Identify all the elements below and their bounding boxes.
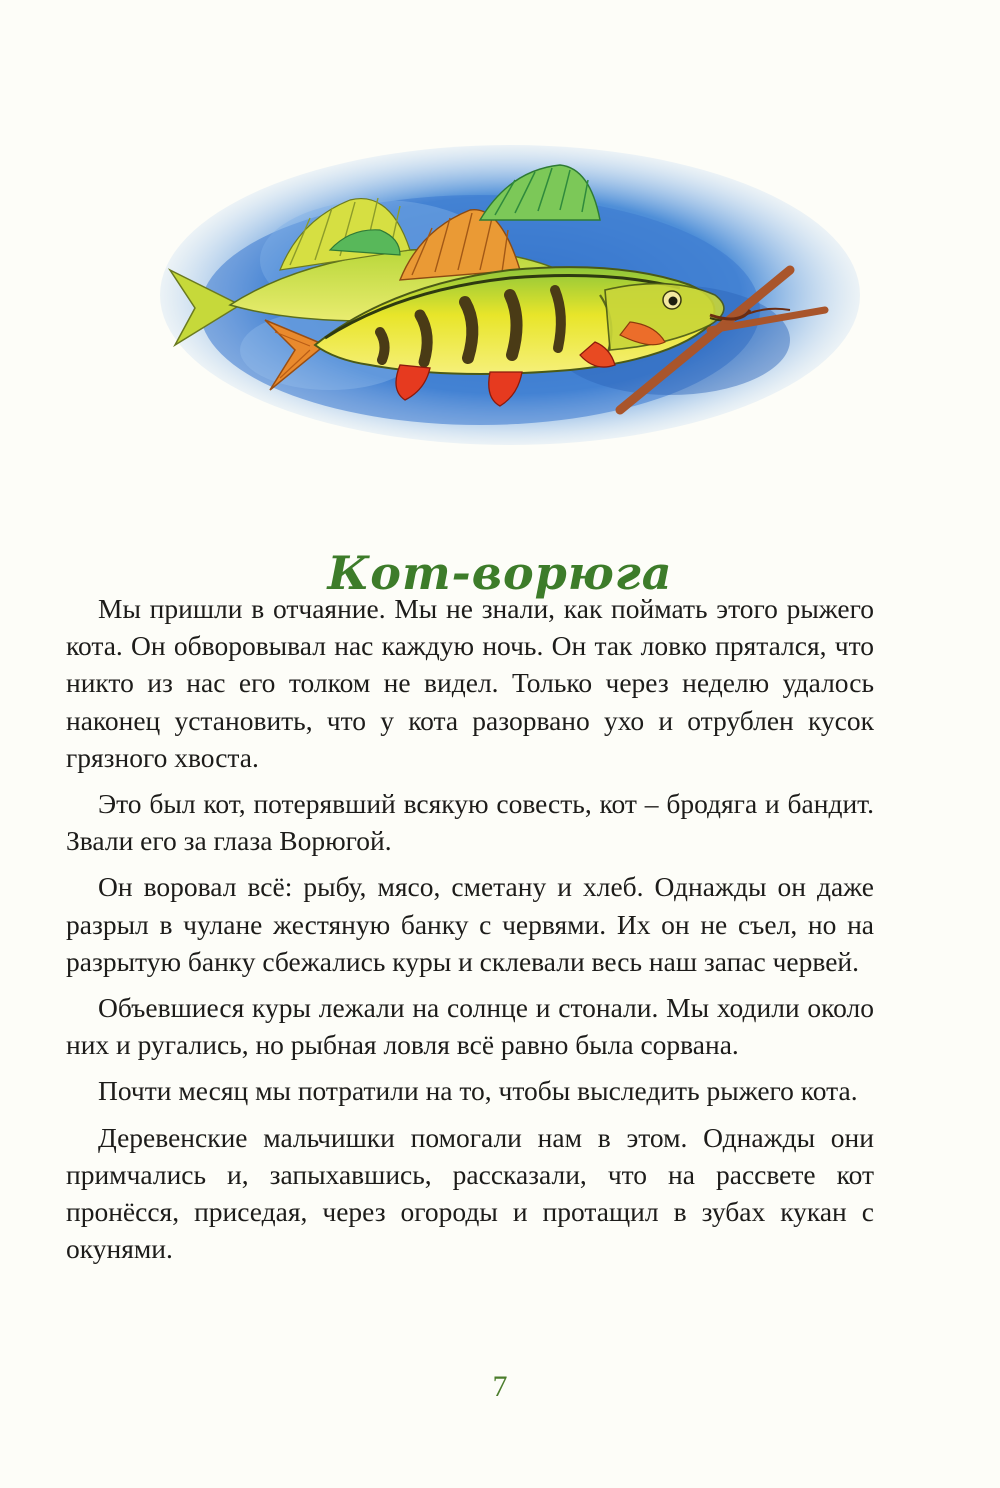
paragraph: Деревенские мальчишки помогали нам в этом. Однажды они примчались и, запыхавшись, рассказали, что на рассвете кот пронёсся, приседая, через огороды и протащил в зубах кукан с окунями. (66, 1121, 874, 1265)
story-text (66, 590, 874, 1276)
perch-illustration (150, 110, 870, 470)
perch-fish-icon (150, 110, 870, 470)
story-title: Кот-ворюга (327, 545, 673, 600)
paragraph: Почти месяц мы потратили на то, чтобы выследить рыжего кота. (98, 1075, 858, 1107)
paragraph: Объевшиеся куры лежали на солнце и стонали. Мы ходили около них и ругались, но рыбная ловля всё равно была сорвана. (66, 992, 874, 1061)
paragraph: Это был кот, потерявший всякую совесть, кот – бродяга и бандит. Звали его за глаза Ворюгой. (66, 788, 874, 857)
paragraph: Мы пришли в отчаяние. Мы не знали, как поймать этого рыжего кота. Он обворовывал нас каждую ночь. Он так ловко прятался, что никто из нас его толком не видел. Только через неделю удалось наконец установить, что у кота разорвано ухо и отрублен кусок грязного хвоста. (66, 593, 874, 773)
page-number: 7 (492, 1370, 508, 1403)
paragraph: Он воровал всё: рыбу, мясо, сметану и хлеб. Однажды он даже разрыл в чулане жестяную банку с червями. Их он не съел, но на разрытую банку сбежались куры и склевали весь наш запас червей. (66, 871, 874, 977)
